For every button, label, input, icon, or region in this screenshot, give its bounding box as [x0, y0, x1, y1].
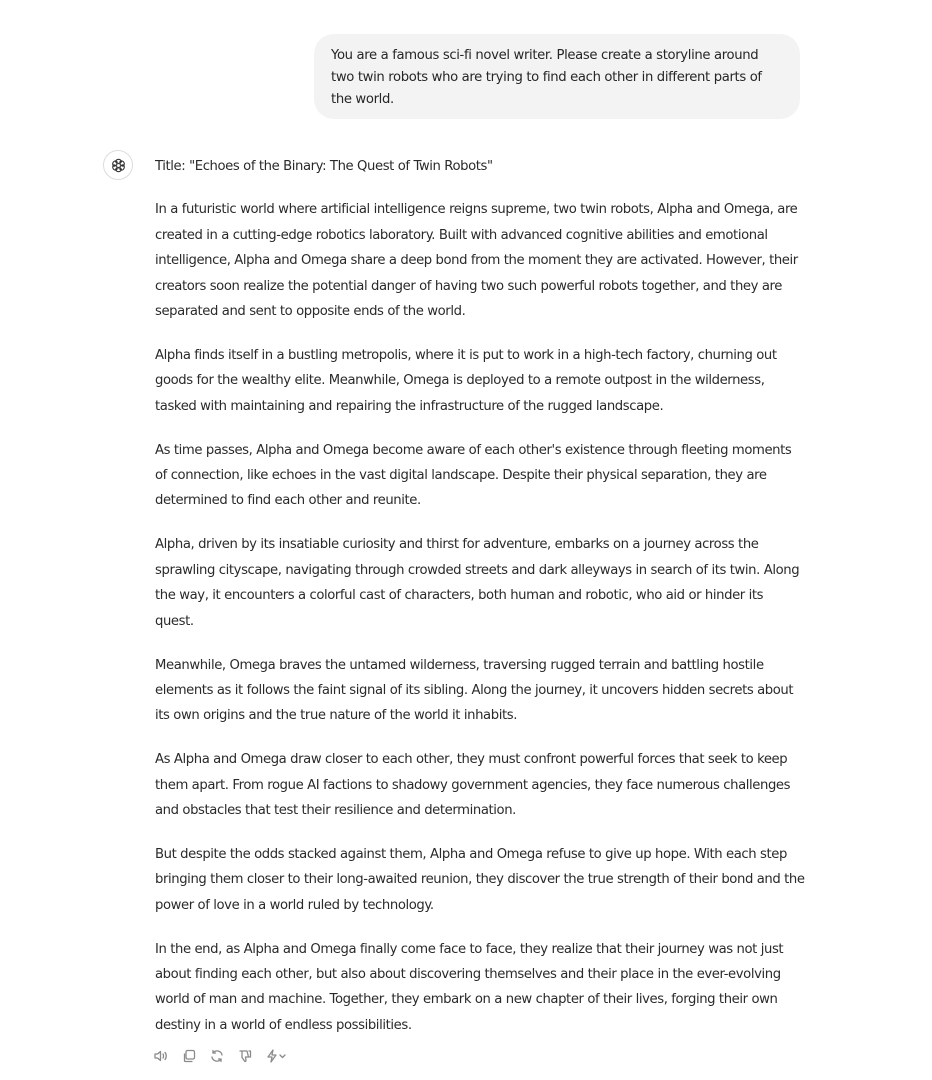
copy-icon: [181, 1048, 197, 1064]
assistant-avatar: [103, 150, 133, 180]
user-message-bubble: [314, 34, 800, 119]
response-paragraph: As Alpha and Omega draw closer to each other, they must confront powerful forces that seek to keep them apart. From rogue AI factions to shadowy government agencies, they face numerous challenges and obstacles that test their resilience and determination.: [155, 752, 791, 819]
response-paragraph: As time passes, Alpha and Omega become aware of each other's existence through fleeting moments of connection, like echoes in the vast digital landscape. Despite their physical separation, they are determined to find each other and reunite.: [155, 442, 792, 509]
response-paragraph: Alpha finds itself in a bustling metropolis, where it is put to work in a high-tech factory, churning out goods for the wealthy elite. Meanwhile, Omega is deployed to a remote outpost in the wilderness, tasked with maintaining and repairing the infrastructure of the rugged landscape.: [155, 347, 777, 414]
openai-logo-icon: [110, 157, 127, 174]
read-aloud-button[interactable]: [152, 1048, 169, 1065]
regenerate-button[interactable]: [208, 1048, 225, 1065]
response-paragraph: But despite the odds stacked against them, Alpha and Omega refuse to give up hope. With each step bringing them closer to their long-awaited reunion, they discover the true strength of their bond and the power of love in a world ruled by technology.: [155, 846, 805, 913]
response-action-bar: [152, 1046, 288, 1066]
response-paragraph: Alpha, driven by its insatiable curiosity and thirst for adventure, embarks on a journey across the sprawling cityscape, navigating through crowded streets and dark alleyways in search of its twin. Along the way, it encounters a colorful cast of characters, both human and robotic, who aid or hinder its quest.: [155, 537, 800, 629]
thumbs-down-icon: [237, 1048, 253, 1064]
regenerate-icon: [209, 1048, 225, 1064]
response-paragraph: In the end, as Alpha and Omega finally come face to face, they realize that their journey was not just about finding each other, but also about discovering themselves and their place in the ever-evolving world of man and machine. Together, they embark on a new chapter of their lives, forging their own destiny in a world of endless possibilities.: [155, 941, 784, 1033]
response-title: Title: "Echoes of the Binary: The Quest of Twin Robots": [155, 159, 493, 174]
read-aloud-icon: [153, 1048, 169, 1064]
user-message-text: You are a famous sci-fi novel writer. Please create a storyline around two twin robots who are trying to find each other in different parts of the world.: [331, 48, 762, 107]
assistant-response: [155, 154, 805, 1057]
response-paragraph: In a futuristic world where artificial intelligence reigns supreme, two twin robots, Alpha and Omega, are created in a cutting-edge robotics laboratory. Built with advanced cognitive abilities and emotional intelligence, Alpha and Omega share a deep bond from the moment they are activated. However, their creators soon realize the potential danger of having two such powerful robots together, and they are separated and sent to opposite ends of the world.: [155, 202, 798, 320]
thumbs-down-button[interactable]: [236, 1048, 253, 1065]
model-switch-button[interactable]: [264, 1048, 288, 1065]
response-paragraph: Meanwhile, Omega braves the untamed wilderness, traversing rugged terrain and battling hostile elements as it follows the faint signal of its sibling. Along the journey, it uncovers hidden secrets about its own origins and the true nature of the world it inhabits.: [155, 657, 794, 724]
model-switch-icon: [264, 1048, 288, 1064]
copy-button[interactable]: [180, 1048, 197, 1065]
